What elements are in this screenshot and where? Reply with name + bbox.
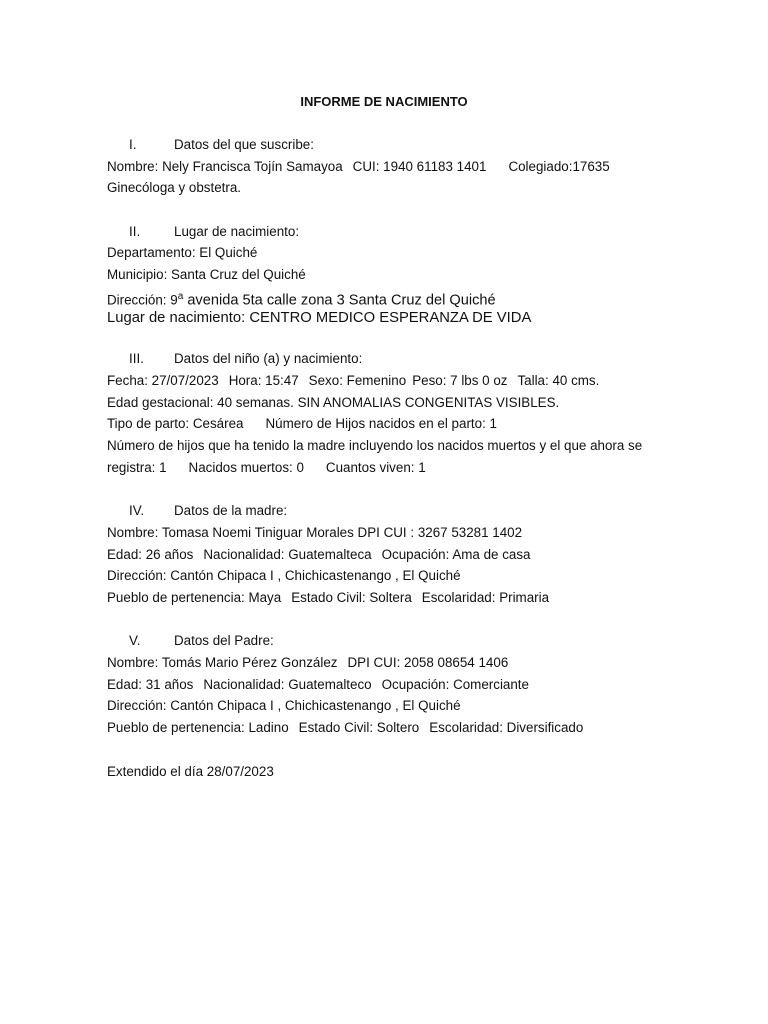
departamento: Departamento: El Quiché (107, 245, 258, 260)
madre-pueblo: Pueblo de pertenencia: Maya (107, 590, 282, 605)
section-title: Lugar de nacimiento: (174, 224, 300, 239)
madre-datos-line (107, 546, 530, 564)
padre-nombre: Nombre: Tomás Mario Pérez González (107, 655, 338, 670)
section-title: Datos de la madre: (174, 503, 288, 518)
cuantos-viven: Cuantos viven: 1 (325, 460, 426, 475)
padre-dpi: DPI CUI: 2058 08654 1406 (347, 655, 509, 670)
peso: Peso: 7 lbs 0 oz (412, 373, 508, 388)
section-title: Datos del que suscribe: (174, 137, 314, 152)
section-heading-lugar (107, 223, 407, 241)
section-title: Datos del Padre: (174, 633, 274, 648)
madre-pueblo-line (107, 589, 549, 607)
padre-pueblo: Pueblo de pertenencia: Ladino (107, 720, 289, 735)
padre-nombre-line (107, 654, 508, 672)
edad-gestacional: Edad gestacional: 40 semanas. SIN ANOMALIAS CONGENITAS VISIBLES. (107, 395, 560, 410)
suscribe-cui: CUI: 1940 61183 1401 (352, 159, 487, 174)
madre-escolaridad: Escolaridad: Primaria (421, 590, 550, 605)
madre-nombre: Nombre: Tomasa Noemi Tiniguar Morales DPI CUI : 3267 53281 1402 (107, 525, 523, 540)
padre-pueblo-line (107, 719, 583, 737)
direccion-label: Dirección: 9 (107, 292, 178, 308)
suscribe-id-line (107, 158, 610, 176)
direccion-lugar (107, 288, 496, 309)
sexo: Sexo: Femenino (308, 373, 407, 388)
lugar-label: Lugar de nacimiento (107, 310, 242, 326)
document-title: INFORME DE NACIMIENTO (300, 94, 468, 109)
lugar-nacimiento (107, 309, 531, 327)
madre-estado-civil: Estado Civil: Soltera (291, 590, 412, 605)
direccion-value: avenida 5ta calle zona 3 Santa Cruz del Quiché (183, 292, 496, 309)
section-number: V. (129, 633, 141, 648)
hijos-parto: Número de Hijos nacidos en el parto: 1 (265, 416, 497, 431)
hora: Hora: 15:47 (228, 373, 299, 388)
section-heading-nino (107, 350, 427, 368)
section-number: IV. (129, 503, 145, 518)
padre-nacionalidad: Nacionalidad: Guatemalteco (203, 677, 372, 692)
lugar-value: : CENTRO MEDICO ESPERANZA DE VIDA (241, 310, 532, 326)
nacimiento-datos-line (107, 372, 599, 390)
fecha: Fecha: 27/07/2023 (107, 373, 219, 388)
madre-edad: Edad: 26 años (107, 547, 194, 562)
talla: Talla: 40 cms. (517, 373, 600, 388)
section-heading-padre (107, 632, 407, 650)
section-title: Datos del niño (a) y nacimiento: (174, 351, 363, 366)
padre-escolaridad: Escolaridad: Diversificado (429, 720, 584, 735)
suscribe-colegiado: Colegiado:17635 (508, 159, 610, 174)
padre-datos-line (107, 676, 529, 694)
madre-ocupacion: Ocupación: Ama de casa (381, 547, 531, 562)
padre-estado-civil: Estado Civil: Soltero (298, 720, 420, 735)
section-number: II. (129, 224, 141, 239)
municipio: Municipio: Santa Cruz del Quiché (107, 267, 306, 282)
section-heading-madre (107, 502, 407, 520)
padre-direccion: Dirección: Cantón Chipaca I , Chichicastenango , El Quiché (107, 698, 461, 713)
section-number: III. (129, 351, 144, 366)
padre-edad: Edad: 31 años (107, 677, 194, 692)
section-number: I. (129, 137, 137, 152)
tipo-parto: Tipo de parto: Cesárea (107, 416, 244, 431)
direccion-superscript: a (177, 291, 184, 302)
suscribe-nombre: Nombre: Nely Francisca Tojín Samayoa (107, 159, 343, 174)
nacidos-muertos: Nacidos muertos: 0 (188, 460, 304, 475)
parto-line (107, 415, 497, 433)
section-heading-suscribe (107, 136, 407, 154)
suscribe-especialidad: Ginecóloga y obstetra. (107, 180, 241, 195)
fecha-extendido: Extendido el día 28/07/2023 (107, 764, 274, 779)
hijos-madre: Número de hijos que ha tenido la madre incluyendo los nacidos muertos y el que ahora se (107, 438, 643, 453)
madre-nacionalidad: Nacionalidad: Guatemalteca (203, 547, 372, 562)
registro-line (107, 459, 426, 477)
registra: registra: 1 (107, 460, 167, 475)
padre-ocupacion: Ocupación: Comerciante (381, 677, 529, 692)
madre-direccion: Dirección: Cantón Chipaca I , Chichicastenango , El Quiché (107, 568, 461, 583)
